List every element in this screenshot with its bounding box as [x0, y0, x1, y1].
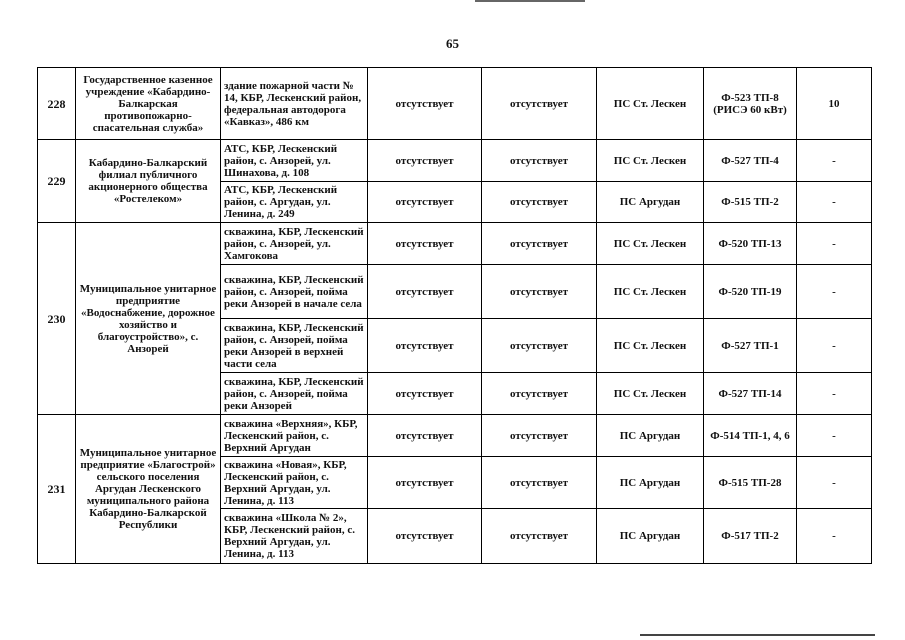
row-number: 231: [38, 415, 76, 564]
status-cell: отсутствует: [482, 68, 597, 140]
feeder-cell: Ф-520 ТП-13: [704, 223, 797, 265]
substation-cell: ПС Аргудан: [597, 509, 704, 564]
substation-cell: ПС Аргудан: [597, 182, 704, 223]
table-row: [38, 223, 872, 265]
status-cell: отсутствует: [482, 265, 597, 319]
status-cell: отсутствует: [368, 373, 482, 415]
substation-cell: ПС Аргудан: [597, 415, 704, 457]
feeder-cell: Ф-527 ТП-4: [704, 140, 797, 182]
organization-cell: Государственное казенное учреждение «Кабардино-Балкарская противопожарно-спасательная служба»: [76, 68, 221, 140]
feeder-cell: Ф-520 ТП-19: [704, 265, 797, 319]
status-cell: отсутствует: [482, 182, 597, 223]
value-cell: -: [797, 373, 872, 415]
value-cell: -: [797, 223, 872, 265]
page-number: 65: [446, 36, 459, 51]
row-number: 229: [38, 140, 76, 223]
scan-artifact-top: [475, 0, 585, 2]
organization-cell: Муниципальное унитарное предприятие «Благострой» сельского поселения Аргудан Лескенского муниципального района Кабардино-Балкарской Республики: [76, 415, 221, 564]
status-cell: отсутствует: [368, 265, 482, 319]
status-cell: отсутствует: [368, 319, 482, 373]
organization-cell: Муниципальное унитарное предприятие «Водоснабжение, дорожное хозяйство и благоустройство», с. Анзорей: [76, 223, 221, 415]
status-cell: отсутствует: [368, 223, 482, 265]
feeder-cell: Ф-527 ТП-1: [704, 319, 797, 373]
registry-table: [37, 67, 872, 564]
row-number: 230: [38, 223, 76, 415]
value-cell: -: [797, 457, 872, 509]
status-cell: отсутствует: [368, 182, 482, 223]
feeder-cell: Ф-514 ТП-1, 4, 6: [704, 415, 797, 457]
object-cell: скважина, КБР, Лескенский район, с. Анзорей, пойма реки Анзорей в верхней части села: [221, 319, 368, 373]
status-cell: отсутствует: [368, 140, 482, 182]
substation-cell: ПС Ст. Лескен: [597, 265, 704, 319]
status-cell: отсутствует: [368, 457, 482, 509]
table-row: [38, 415, 872, 457]
value-cell: -: [797, 265, 872, 319]
feeder-cell: Ф-523 ТП-8 (РИСЭ 60 кВт): [704, 68, 797, 140]
value-cell: -: [797, 509, 872, 564]
scan-artifact-bottom: [640, 634, 875, 636]
value-cell: -: [797, 140, 872, 182]
substation-cell: ПС Ст. Лескен: [597, 319, 704, 373]
object-cell: скважина «Верхняя», КБР, Лескенский район, с. Верхний Аргудан: [221, 415, 368, 457]
status-cell: отсутствует: [482, 457, 597, 509]
table-row: [38, 68, 872, 140]
substation-cell: ПС Ст. Лескен: [597, 373, 704, 415]
substation-cell: ПС Ст. Лескен: [597, 68, 704, 140]
value-cell: -: [797, 319, 872, 373]
organization-cell: Кабардино-Балкарский филиал публичного акционерного общества «Ростелеком»: [76, 140, 221, 223]
feeder-cell: Ф-515 ТП-2: [704, 182, 797, 223]
status-cell: отсутствует: [368, 68, 482, 140]
object-cell: скважина, КБР, Лескенский район, с. Анзорей, пойма реки Анзорей в начале села: [221, 265, 368, 319]
status-cell: отсутствует: [482, 319, 597, 373]
status-cell: отсутствует: [482, 415, 597, 457]
status-cell: отсутствует: [368, 509, 482, 564]
value-cell: -: [797, 415, 872, 457]
table-row: [38, 140, 872, 182]
object-cell: АТС, КБР, Лескенский район, с. Аргудан, ул. Ленина, д. 249: [221, 182, 368, 223]
status-cell: отсутствует: [368, 415, 482, 457]
feeder-cell: Ф-527 ТП-14: [704, 373, 797, 415]
object-cell: АТС, КБР, Лескенский район, с. Анзорей, ул. Шинахова, д. 108: [221, 140, 368, 182]
object-cell: скважина, КБР, Лескенский район, с. Анзорей, пойма реки Анзорей: [221, 373, 368, 415]
feeder-cell: Ф-517 ТП-2: [704, 509, 797, 564]
object-cell: скважина, КБР, Лескенский район, с. Анзорей, ул. Хамгокова: [221, 223, 368, 265]
substation-cell: ПС Ст. Лескен: [597, 223, 704, 265]
value-cell: 10: [797, 68, 872, 140]
value-cell: -: [797, 182, 872, 223]
feeder-cell: Ф-515 ТП-28: [704, 457, 797, 509]
status-cell: отсутствует: [482, 223, 597, 265]
status-cell: отсутствует: [482, 373, 597, 415]
object-cell: скважина «Школа № 2», КБР, Лескенский район, с. Верхний Аргудан, ул. Ленина, д. 113: [221, 509, 368, 564]
substation-cell: ПС Ст. Лескен: [597, 140, 704, 182]
status-cell: отсутствует: [482, 140, 597, 182]
substation-cell: ПС Аргудан: [597, 457, 704, 509]
status-cell: отсутствует: [482, 509, 597, 564]
object-cell: скважина «Новая», КБР, Лескенский район, с. Верхний Аргудан, ул. Ленина, д. 113: [221, 457, 368, 509]
object-cell: здание пожарной части № 14, КБР, Лескенский район, федеральная автодорога «Кавказ», 486 км: [221, 68, 368, 140]
row-number: 228: [38, 68, 76, 140]
